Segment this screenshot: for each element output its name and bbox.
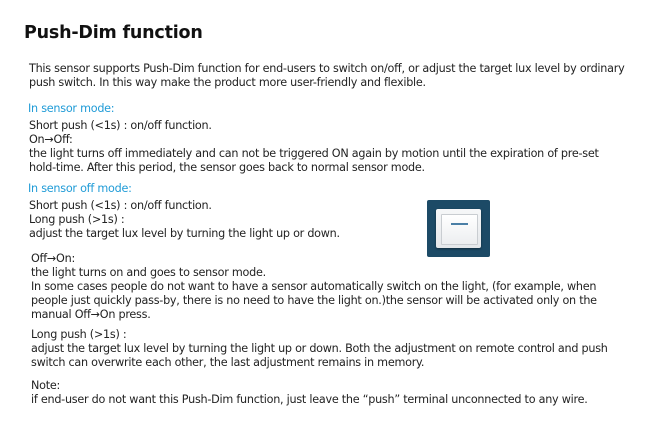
intro-paragraph: [29, 62, 624, 90]
intro-line: This sensor supports Push-Dim function for end-users to switch on/off, or adjust the target lux level by ordinary: [29, 62, 625, 75]
long-push-line: adjust the target lux level by turning the light up or down. Both the adjustment on remote control and push: [31, 342, 608, 355]
note-label: Note:: [31, 379, 61, 392]
switch-rocker: [441, 214, 478, 245]
long-push-line: switch can overwrite each other, the last adjustment remains in memory.: [31, 356, 425, 369]
note-section: [31, 379, 588, 407]
push-switch-icon: [427, 200, 490, 257]
sensor-mode-line: On→Off:: [29, 133, 73, 146]
off-on-line: Off→On:: [31, 252, 75, 265]
switch-plate: [436, 209, 481, 248]
sensor-off-mode-section: [29, 199, 340, 241]
off-on-line: manual Off→On press.: [31, 308, 151, 321]
intro-line: push switch. In this way make the product more user-friendly and flexible.: [29, 76, 426, 89]
long-push-section: [31, 328, 608, 370]
sensor-mode-line: the light turns off immediately and can not be triggered ON again by motion until the expiration of pre-set: [29, 147, 599, 160]
sensor-off-mode-line: adjust the target lux level by turning the light up or down.: [29, 227, 340, 240]
sensor-off-mode-line: Long push (>1s) :: [29, 213, 125, 226]
sensor-off-mode-line: Short push (<1s) : on/off function.: [29, 199, 212, 212]
sensor-mode-line: Short push (<1s) : on/off function.: [29, 119, 212, 132]
off-on-line: people just quickly pass-by, there is no need to have the light on.)the sensor will be activated only on the: [31, 294, 597, 307]
off-on-line: the light turns on and goes to sensor mode.: [31, 266, 266, 279]
off-on-line: In some cases people do not want to have a sensor automatically switch on the light, (for example, when: [31, 280, 597, 293]
sensor-mode-heading: In sensor mode:: [28, 102, 115, 115]
switch-led-indicator: [451, 223, 468, 225]
sensor-mode-line: hold-time. After this period, the sensor goes back to normal sensor mode.: [29, 161, 425, 174]
note-line: if end-user do not want this Push-Dim function, just leave the “push” terminal unconnected to any wire.: [31, 393, 588, 406]
long-push-line: Long push (>1s) :: [31, 328, 127, 341]
sensor-mode-section: [29, 119, 599, 175]
sensor-off-mode-heading: In sensor off mode:: [28, 182, 132, 195]
off-on-section: [31, 252, 597, 322]
page-title: Push-Dim function: [24, 23, 203, 43]
